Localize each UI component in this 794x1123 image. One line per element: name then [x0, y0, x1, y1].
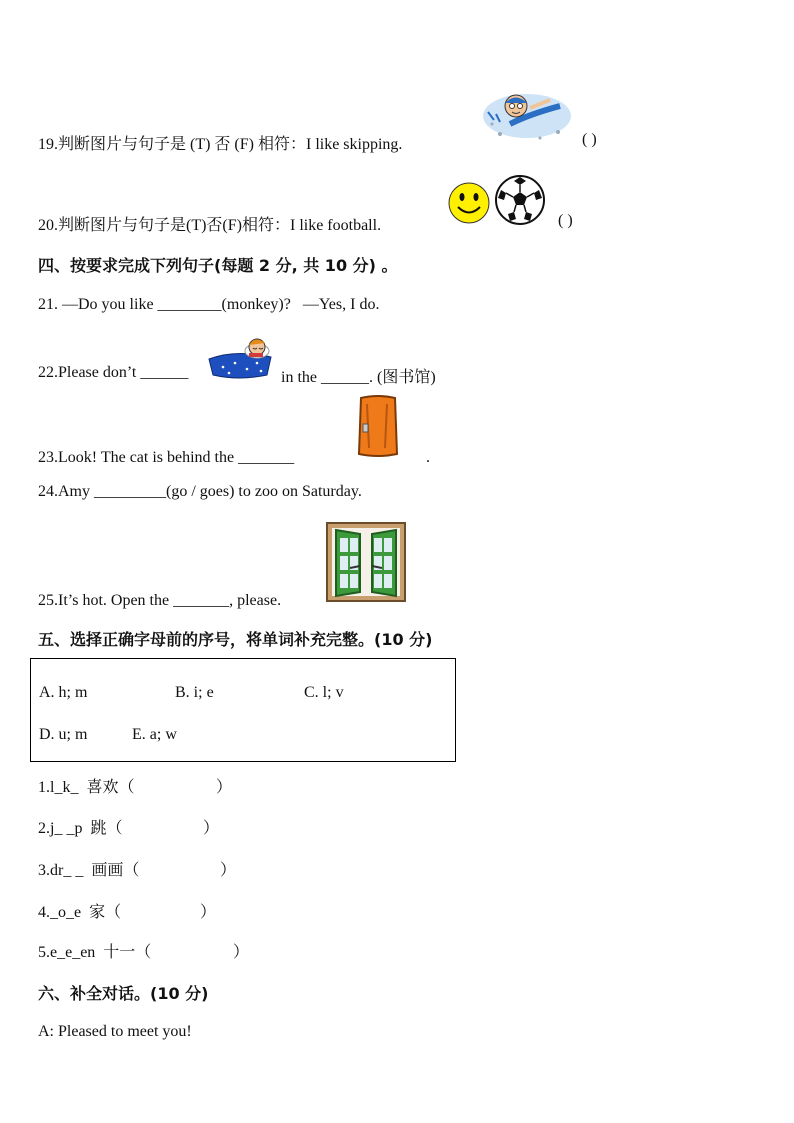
word-item-5: 5.e_e_en 十一（ — [38, 944, 152, 961]
question-24: 24.Amy _________(go / goes) to zoo on Saturday. — [38, 483, 362, 500]
option-a: A. h; m — [39, 684, 88, 701]
question-25: 25.It’s hot. Open the _______, please. — [38, 592, 282, 609]
question-19: 19.判断图片与句子是 (T) 否 (F) 相符：I like skipping. — [38, 136, 403, 153]
swimmer-icon — [480, 84, 574, 146]
question-22-part-a: 22.Please don’t ______ — [38, 364, 189, 381]
word-item-2: 2.j_ _p 跳（ — [38, 820, 123, 837]
answer-blank-word-3[interactable]: ） — [220, 862, 237, 879]
section-6-heading: 六、补全对话。(10 分) — [38, 984, 209, 1003]
options-box — [30, 658, 456, 762]
option-e: E. a; w — [132, 726, 177, 743]
section-4-heading: 四、按要求完成下列句子(每题 2 分, 共 10 分) 。 — [38, 256, 398, 275]
word-item-3: 3.dr_ _ 画画（ — [38, 862, 140, 879]
window-icon — [326, 522, 406, 602]
question-20: 20.判断图片与句子是(T)否(F)相符：I like football. — [38, 217, 382, 234]
sleeping-child-icon — [205, 333, 275, 381]
answer-blank-word-5[interactable]: ） — [233, 944, 250, 961]
option-c: C. l; v — [304, 684, 344, 701]
question-22-part-b: in the ______. (图书馆) — [281, 369, 436, 386]
question-23-part-a: 23.Look! The cat is behind the _______ — [38, 449, 295, 466]
word-item-1: 1.l_k_ 喜欢（ — [38, 779, 135, 796]
word-item-4: 4._o_e 家（ — [38, 904, 122, 921]
question-23-part-b: . — [426, 449, 430, 466]
answer-blank-word-1[interactable]: ） — [216, 779, 233, 796]
question-21: 21. —Do you like ________(monkey)? —Yes, I do. — [38, 296, 380, 313]
option-d: D. u; m — [39, 726, 88, 743]
smiley-face-icon — [447, 181, 491, 225]
dialog-line-a: A: Pleased to meet you! — [38, 1023, 192, 1040]
answer-blank-word-2[interactable]: ） — [203, 820, 220, 837]
door-icon — [355, 394, 401, 458]
option-b: B. i; e — [175, 684, 214, 701]
football-icon — [494, 174, 546, 226]
answer-blank-20[interactable]: ( ) — [558, 212, 573, 229]
section-5-heading: 五、选择正确字母前的序号，将单词补充完整。(10 分) — [38, 630, 433, 649]
answer-blank-word-4[interactable]: ） — [200, 904, 217, 921]
answer-blank-19[interactable]: ( ) — [582, 131, 597, 148]
